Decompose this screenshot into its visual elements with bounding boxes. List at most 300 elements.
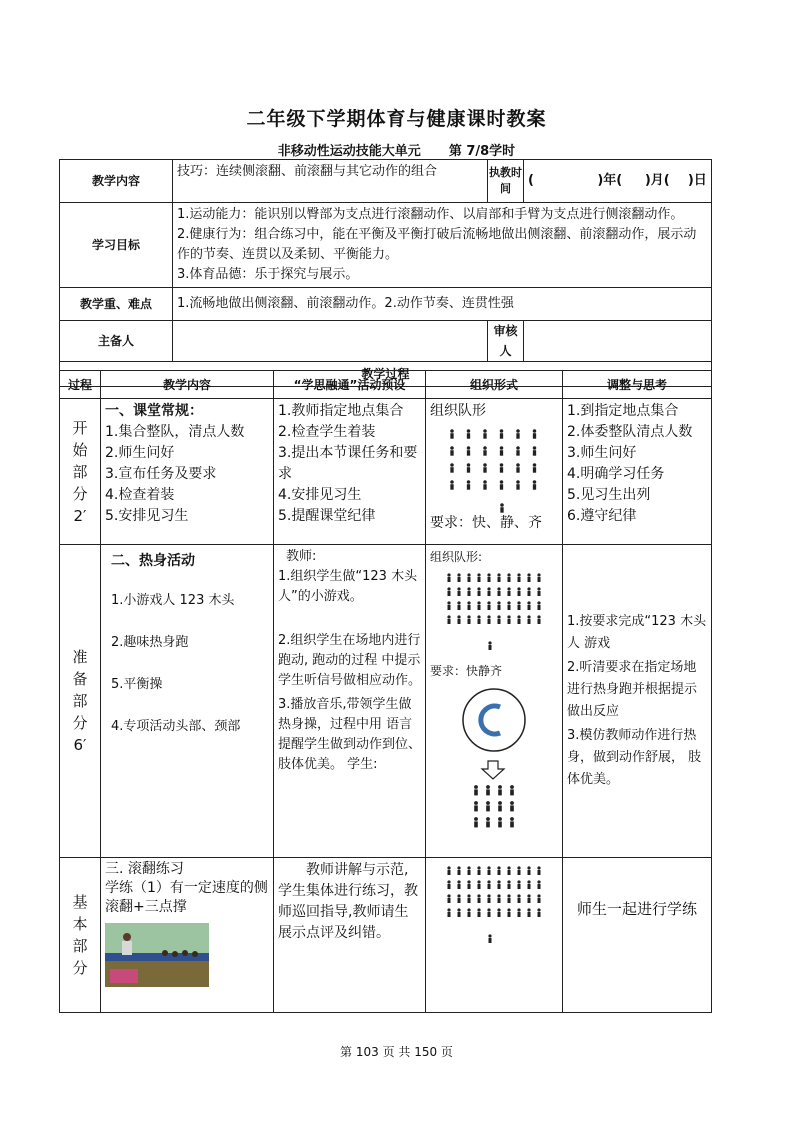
person-icon [498, 789, 502, 795]
person-icon [497, 866, 500, 869]
person-icon [507, 894, 510, 897]
person-icon [527, 601, 530, 604]
person-icon [517, 615, 520, 618]
person-icon [487, 615, 490, 618]
person-icon [527, 880, 530, 883]
person-icon [467, 601, 470, 604]
person-icon [498, 801, 502, 805]
person-icon [516, 480, 520, 484]
opening-content [101, 399, 274, 545]
person-icon [516, 467, 519, 473]
person-icon [500, 446, 504, 450]
person-icon [497, 587, 500, 590]
person-icon [447, 615, 450, 618]
unit-name: 非移动性运动技能大单元 [277, 144, 421, 159]
person-icon [450, 463, 454, 467]
person-icon [516, 429, 520, 433]
preparation-content [101, 545, 274, 858]
person-icon [483, 446, 487, 450]
person-icon [507, 587, 510, 590]
person-icon [508, 577, 511, 582]
goal-item: 3.体育品德：乐于探究与展示。 [177, 267, 359, 282]
person-icon [478, 884, 481, 889]
person-icon [450, 446, 454, 450]
person-icon [447, 587, 450, 590]
person-icon [478, 619, 481, 624]
person-icon [468, 898, 471, 903]
person-icon [474, 805, 478, 811]
person-icon [516, 446, 520, 450]
col-header-content: 教学内容 [101, 371, 274, 399]
person-icon [516, 433, 519, 439]
person-icon [474, 821, 478, 827]
person-icon [458, 619, 461, 624]
person-icon [450, 433, 453, 439]
person-icon [468, 870, 471, 875]
person-icon [510, 789, 514, 795]
person-icon [447, 880, 450, 883]
phase-char: 部 [72, 692, 88, 710]
person-icon [477, 866, 480, 869]
group-formation-diagram [464, 759, 524, 835]
basic-adjust: 师生一起进行学练 [563, 858, 712, 1013]
content-text: 技巧：连续侧滚翻、前滚翻与其它动作的组合 [173, 160, 488, 203]
lesson-number: 第 7/8学时 [448, 144, 516, 159]
person-icon [508, 591, 511, 596]
person-icon [527, 573, 530, 576]
person-icon [508, 884, 511, 889]
person-icon [528, 870, 531, 875]
person-icon [528, 577, 531, 582]
person-icon [486, 785, 490, 789]
preparation-activity [274, 545, 426, 858]
goal-item: 1.运动能力：能识别以臀部为支点进行滚翻动作、以肩部和手臂为支点进行侧滚翻动作。 [177, 207, 684, 222]
person-icon [450, 484, 453, 490]
person-icon [528, 619, 531, 624]
person-icon [483, 480, 487, 484]
person-icon [497, 894, 500, 897]
opening-activity [274, 399, 426, 545]
formation-diagram [444, 864, 544, 950]
person-icon [467, 573, 470, 576]
date-value: ( )年( )月( )日 [524, 160, 712, 203]
person-icon [478, 591, 481, 596]
person-icon [537, 880, 540, 883]
person-icon [467, 894, 470, 897]
formation-requirement: 要求：快静齐 [430, 664, 503, 678]
person-icon [457, 587, 460, 590]
person-icon [498, 619, 501, 624]
person-icon [486, 805, 490, 811]
basic-content [101, 858, 274, 1013]
activity-heading: 教师: [286, 549, 317, 564]
content-heading: 三. 滚翻练习 [105, 861, 184, 877]
person-icon [478, 605, 481, 610]
person-icon [478, 912, 481, 917]
person-icon [477, 880, 480, 883]
person-icon [528, 605, 531, 610]
content-heading: 二、热身活动 [111, 553, 195, 569]
person-icon [474, 785, 478, 789]
list-item: 5.安排见习生 [105, 508, 189, 524]
person-icon [498, 884, 501, 889]
person-icon [467, 446, 471, 450]
person-icon [538, 898, 541, 903]
person-icon [500, 429, 504, 433]
person-icon [448, 577, 451, 582]
opening-adjust [563, 399, 712, 545]
person-icon [500, 433, 503, 439]
person-icon [457, 573, 460, 576]
person-icon [477, 908, 480, 911]
person-icon [500, 480, 504, 484]
person-icon [483, 463, 487, 467]
person-icon [528, 912, 531, 917]
person-icon [458, 605, 461, 610]
person-icon [517, 866, 520, 869]
list-item: 1.组织学生做“123 木头人”的小游戏。 [278, 569, 418, 604]
person-icon [507, 573, 510, 576]
person-icon [458, 870, 461, 875]
person-icon [527, 615, 530, 618]
person-icon [488, 591, 491, 596]
person-icon [507, 866, 510, 869]
process-table [59, 370, 712, 1013]
person-icon [478, 577, 481, 582]
person-icon [457, 601, 460, 604]
formation-requirement: 要求：快、静、齐 [430, 515, 542, 531]
person-icon [447, 601, 450, 604]
person-icon [507, 908, 510, 911]
person-icon [537, 615, 540, 618]
person-icon [510, 817, 514, 821]
person-icon [458, 577, 461, 582]
person-icon [457, 908, 460, 911]
person-icon [486, 821, 490, 827]
person-icon [528, 591, 531, 596]
person-icon [478, 870, 481, 875]
person-icon [500, 484, 503, 490]
person-icon [518, 619, 521, 624]
person-icon [467, 866, 470, 869]
content-heading: 一、课堂常规： [105, 403, 203, 419]
col-header-activity: “学思融通”活动预设 [274, 371, 426, 399]
person-icon [474, 801, 478, 805]
person-icon [538, 884, 541, 889]
person-icon [528, 884, 531, 889]
person-icon [510, 821, 514, 827]
person-icon [468, 591, 471, 596]
person-icon [538, 619, 541, 624]
phase-char: 部 [72, 937, 88, 955]
person-icon [517, 601, 520, 604]
person-icon [488, 577, 491, 582]
person-icon [527, 866, 530, 869]
person-icon [487, 866, 490, 869]
person-icon [468, 605, 471, 610]
person-icon [497, 601, 500, 604]
person-icon [488, 912, 491, 917]
person-icon [517, 573, 520, 576]
person-icon [488, 934, 491, 937]
person-icon [487, 573, 490, 576]
person-icon [447, 866, 450, 869]
person-icon [488, 898, 491, 903]
person-icon [477, 615, 480, 618]
person-icon [500, 463, 504, 467]
goals-label: 学习目标 [60, 203, 173, 288]
phase-char: 分 [72, 484, 88, 503]
person-icon [488, 870, 491, 875]
person-icon [467, 480, 471, 484]
person-icon [533, 429, 537, 433]
list-item: 2.体委整队清点人数 [567, 424, 693, 440]
person-icon [448, 884, 451, 889]
phase-char: 本 [72, 915, 88, 933]
person-icon [517, 894, 520, 897]
person-icon [518, 870, 521, 875]
opening-organization [426, 399, 563, 545]
person-icon [533, 450, 536, 456]
person-icon [487, 894, 490, 897]
phase-char: 基 [72, 893, 88, 911]
list-item: 4.检查着装 [105, 487, 175, 503]
person-icon [468, 577, 471, 582]
list-item: 3.模仿教师动作进行热身，做到动作舒展， 肢体优美。 [567, 728, 702, 787]
list-item: 3.播放音乐,带领学生做热身操，过程中用 语言提醒学生做到动作到位、肢体优美。 学生: [278, 697, 422, 772]
person-icon [516, 484, 519, 490]
list-item: 3.提出本节课任务和要求 [278, 445, 418, 482]
person-icon [517, 908, 520, 911]
person-icon [467, 587, 470, 590]
person-icon [507, 880, 510, 883]
person-icon [508, 605, 511, 610]
list-item: 5.提醒课堂纪律 [278, 508, 376, 524]
person-icon [450, 467, 453, 473]
person-icon [450, 480, 454, 484]
exercise-title: 学练（1）有一定速度的侧滚翻+三点撑 [105, 880, 268, 915]
key-label: 教学重、难点 [60, 288, 173, 321]
list-item: 5.平衡操 [111, 677, 163, 692]
person-icon [508, 619, 511, 624]
goal-item: 2.健康行为：组合练习中，能在平衡及平衡打破后流畅地做出侧滚翻、前滚翻动作，展示动作的节奏、连贯以及柔韧、平衡能力。 [177, 227, 697, 262]
person-icon [518, 898, 521, 903]
person-icon [497, 573, 500, 576]
person-icon [447, 894, 450, 897]
preparation-adjust [563, 545, 712, 858]
list-item: 1.集合整队，清点人数 [105, 424, 245, 440]
person-icon [467, 467, 470, 473]
person-icon [488, 641, 491, 644]
person-icon [537, 908, 540, 911]
person-icon [538, 870, 541, 875]
person-icon [488, 619, 491, 624]
goals-list [173, 203, 712, 288]
person-icon [448, 619, 451, 624]
person-icon [518, 605, 521, 610]
list-item: 2.检查学生着装 [278, 424, 376, 440]
person-icon [498, 591, 501, 596]
person-icon [510, 801, 514, 805]
phase-opening [60, 399, 101, 545]
formation-label: 组织队形: [430, 550, 483, 564]
person-icon [448, 605, 451, 610]
person-icon [498, 870, 501, 875]
person-icon [498, 805, 502, 811]
person-icon [498, 912, 501, 917]
person-icon [518, 577, 521, 582]
person-icon [508, 898, 511, 903]
person-icon [507, 601, 510, 604]
person-icon [498, 817, 502, 821]
person-icon [537, 587, 540, 590]
list-item: 3.宣布任务及要求 [105, 466, 217, 482]
list-item: 1.小游戏人 123 木头 [111, 593, 235, 608]
person-icon [537, 573, 540, 576]
person-icon [533, 480, 537, 484]
person-icon [487, 587, 490, 590]
col-header-organization: 组织形式 [426, 371, 563, 399]
person-icon [537, 866, 540, 869]
person-icon [447, 908, 450, 911]
person-icon [457, 866, 460, 869]
person-icon [500, 507, 503, 513]
person-icon [497, 880, 500, 883]
phase-char: 准 [72, 648, 88, 666]
phase-preparation [60, 545, 101, 858]
person-icon [518, 591, 521, 596]
lesson-plan-table [59, 159, 712, 387]
person-icon [457, 615, 460, 618]
page-number: 第 103 页 共 150 页 [340, 1045, 453, 1059]
person-icon [467, 463, 471, 467]
preparer-label: 主备人 [60, 321, 173, 362]
list-item: 5.见习生出列 [567, 487, 651, 503]
person-icon [477, 894, 480, 897]
phase-char: 6′ [73, 736, 87, 754]
running-circle-diagram [459, 685, 529, 755]
person-icon [488, 605, 491, 610]
person-icon [500, 450, 503, 456]
formation-diagram [444, 425, 544, 513]
list-item: 4.明确学习任务 [567, 466, 665, 482]
person-icon [518, 912, 521, 917]
phase-char: 分 [72, 959, 88, 977]
person-icon [508, 912, 511, 917]
person-icon [489, 938, 492, 943]
person-icon [477, 601, 480, 604]
content-label: 教学内容 [60, 160, 173, 203]
list-item: 2.组织学生在场地内进行跑动, 跑动的过程 中提示学生听信号做相应动作。 [278, 633, 422, 688]
practice-photo [105, 923, 209, 987]
person-icon [468, 619, 471, 624]
person-icon [457, 880, 460, 883]
person-icon [498, 898, 501, 903]
person-icon [488, 884, 491, 889]
list-item: 4.安排见习生 [278, 487, 362, 503]
col-header-phase: 过程 [60, 371, 101, 399]
person-icon [483, 433, 486, 439]
person-icon [527, 894, 530, 897]
list-item: 1.教师指定地点集合 [278, 403, 404, 419]
basic-organization [426, 858, 563, 1013]
col-header-adjust: 调整与思考 [563, 371, 712, 399]
person-icon [467, 484, 470, 490]
person-icon [478, 898, 481, 903]
person-icon [508, 870, 511, 875]
list-item: 1.按要求完成“123 木头人 游戏 [567, 614, 707, 651]
person-icon [487, 880, 490, 883]
page-title: 二年级下学期体育与健康课时教案 [246, 108, 547, 130]
list-item: 2.听清要求在指定场地进行热身跑并根据提示做出反应 [567, 660, 698, 719]
person-icon [533, 484, 536, 490]
person-icon [533, 467, 536, 473]
unit-line [0, 140, 793, 159]
key-text: 1.流畅地做出侧滚翻、前滚翻动作。2.动作节奏、连贯性强 [173, 288, 712, 321]
person-icon [458, 591, 461, 596]
person-icon [486, 801, 490, 805]
person-icon [487, 601, 490, 604]
phase-char: 分 [72, 714, 88, 732]
person-icon [467, 433, 470, 439]
list-item: 1.到指定地点集合 [567, 403, 679, 419]
person-icon [458, 912, 461, 917]
person-icon [533, 463, 537, 467]
person-icon [510, 805, 514, 811]
person-icon [500, 467, 503, 473]
list-item: 3.师生问好 [567, 445, 637, 461]
person-icon [477, 573, 480, 576]
person-icon [477, 587, 480, 590]
person-icon [538, 912, 541, 917]
person-icon [528, 898, 531, 903]
person-icon [458, 884, 461, 889]
person-icon [533, 446, 537, 450]
person-icon [516, 450, 519, 456]
list-item: 6.遵守纪律 [567, 508, 637, 524]
person-icon [467, 615, 470, 618]
person-icon [527, 587, 530, 590]
date-label: 执教时间 [488, 160, 524, 203]
formation-diagram [444, 571, 544, 657]
person-icon [510, 785, 514, 789]
person-icon [474, 817, 478, 821]
person-icon [483, 429, 487, 433]
person-icon [457, 894, 460, 897]
list-item: 2.师生问好 [105, 445, 175, 461]
person-icon [467, 880, 470, 883]
person-icon [486, 817, 490, 821]
person-icon [468, 884, 471, 889]
process-title: 教学过程 [60, 362, 712, 387]
person-icon [497, 615, 500, 618]
person-icon [483, 484, 486, 490]
person-icon [467, 450, 470, 456]
person-icon [537, 601, 540, 604]
reviewer-value [524, 321, 712, 362]
preparation-organization [426, 545, 563, 858]
person-icon [527, 908, 530, 911]
phase-char: 部 [72, 462, 88, 481]
person-icon [517, 880, 520, 883]
person-icon [533, 433, 536, 439]
person-icon [498, 785, 502, 789]
list-item: 4.专项活动头部、颈部 [111, 719, 241, 734]
person-icon [468, 912, 471, 917]
preparer-value [173, 321, 488, 362]
person-icon [486, 789, 490, 795]
person-icon [448, 912, 451, 917]
